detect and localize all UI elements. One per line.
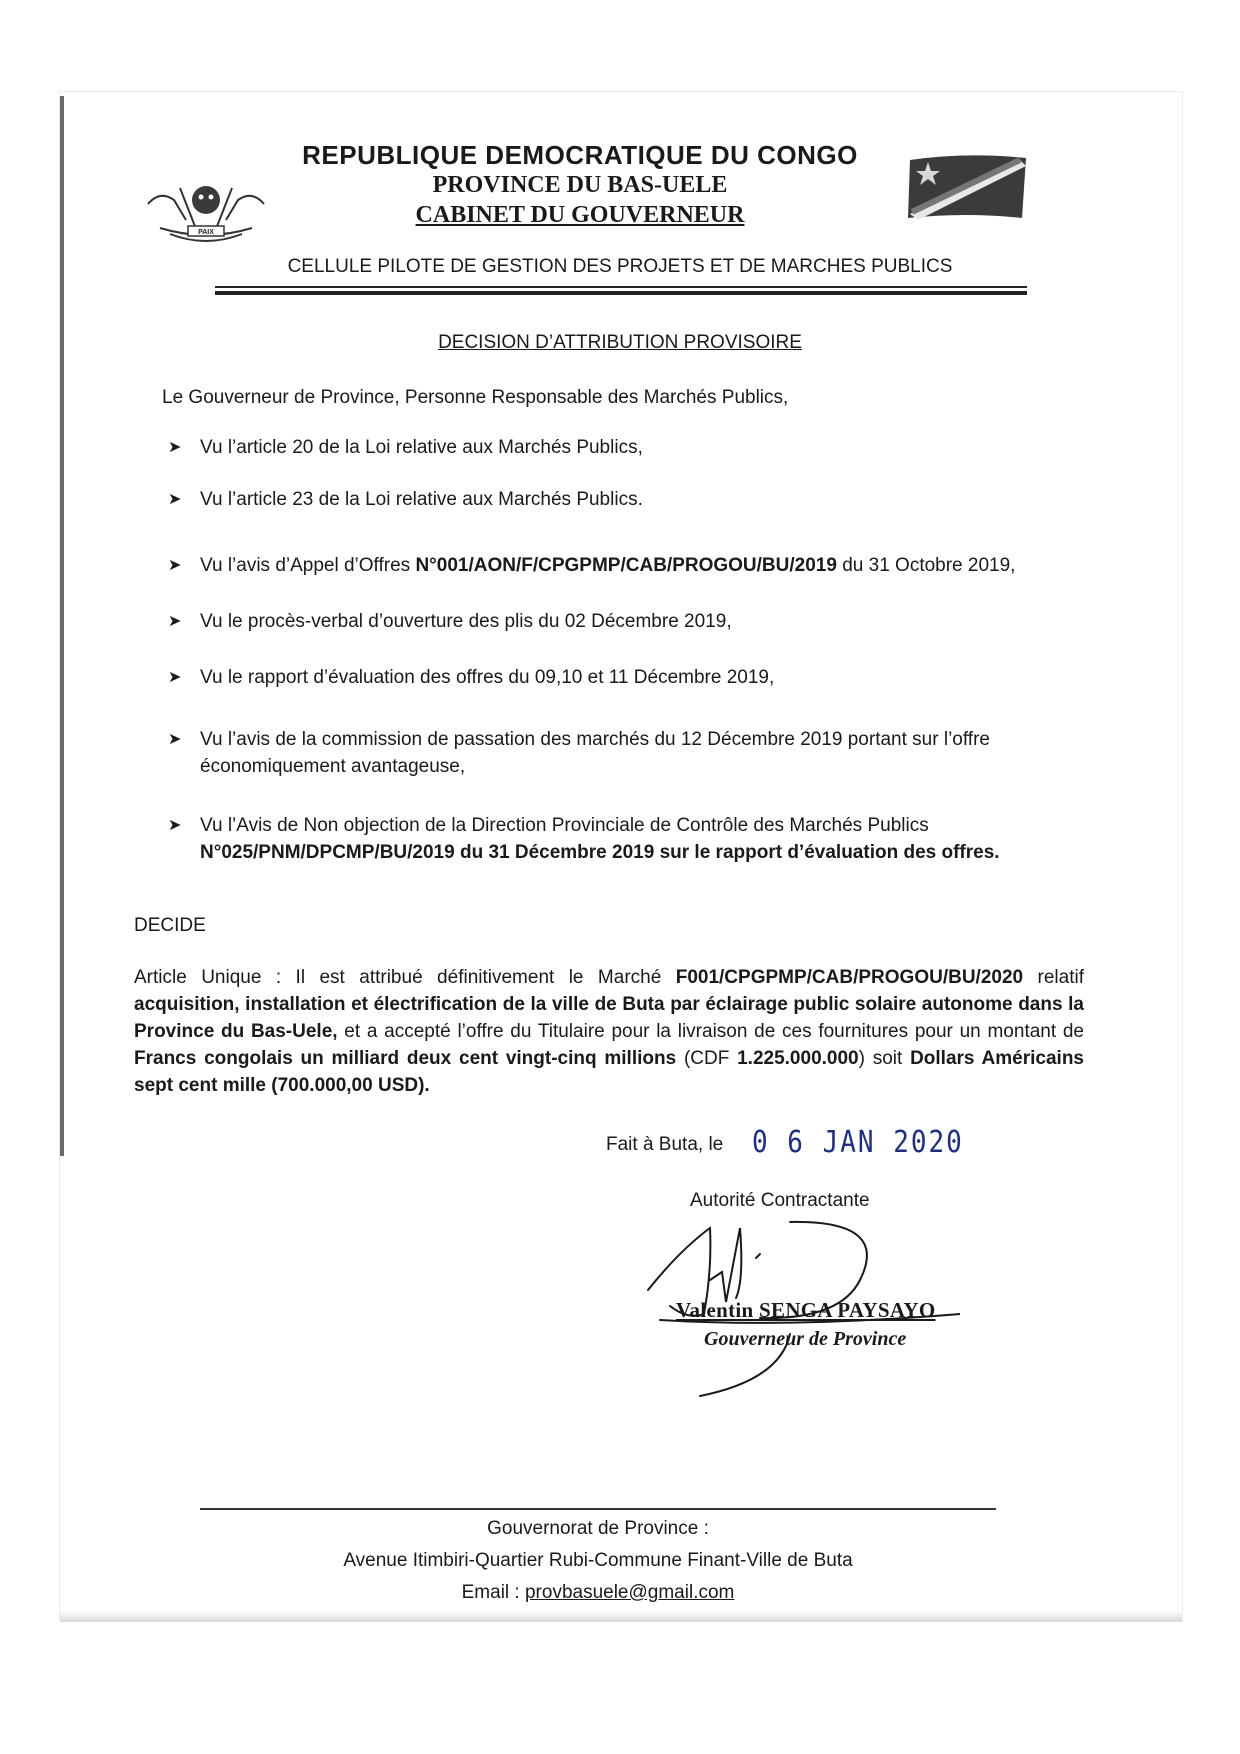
article-text: (CDF (676, 1048, 738, 1069)
bullet-text: Vu le procès-verbal d’ouverture des plis du 02 Décembre 2019, (200, 611, 732, 632)
date-stamp: 0 6 JAN 2020 (752, 1125, 964, 1161)
arrow-bullet-icon: ➤ (168, 557, 182, 574)
article-text: et a accepté l’offre du Titulaire pour la livraison de ces fournitures pour un montant de (337, 1021, 1085, 1042)
arrow-bullet-icon: ➤ (168, 669, 182, 686)
bullet-text (200, 552, 1090, 579)
header-cellule: CELLULE PILOTE DE GESTION DES PROJETS ET DE MARCHES PUBLICS (287, 256, 953, 277)
scan-edge-left (60, 96, 64, 1156)
arrow-bullet-icon: ➤ (168, 731, 182, 748)
header-province: PROVINCE DU BAS-UELE (432, 172, 728, 198)
bullet-text-line2: économiquement avantageuse, (200, 756, 466, 777)
amount-usd: Dollars Américains sept cent mille (700.000,00 USD). (134, 1048, 1085, 1096)
footer-address: Avenue Itimbiri-Quartier Rubi-Commune Finant-Ville de Buta (343, 1550, 853, 1571)
intro-paragraph: Le Gouverneur de Province, Personne Responsable des Marchés Publics, (162, 387, 789, 408)
market-object: acquisition, installation et électrification de la ville de Buta par éclairage public solaire autonome dans la Province du Bas-Uele, (134, 994, 1084, 1042)
document-title (230, 332, 1010, 354)
signatory-name: Valentin SENGA PAYSAYO (676, 1298, 936, 1322)
tender-reference: N°001/AON/F/CPGPMP/CAB/PROGOU/BU/2019 (415, 555, 837, 576)
footer-email-label: Email : (461, 1582, 525, 1603)
place-label: Fait à Buta, le (606, 1134, 724, 1155)
arrow-bullet-icon: ➤ (168, 491, 182, 508)
coat-of-arms-emblem (140, 176, 272, 250)
arrow-bullet-icon: ➤ (168, 613, 182, 630)
article-unique (134, 964, 1084, 1099)
bullet-text (200, 812, 1090, 866)
market-reference: F001/CPGPMP/CAB/PROGOU/BU/2020 (675, 967, 1024, 988)
non-objection-reference: N°025/PNM/DPCMP/BU/2019 (200, 842, 455, 863)
bullet-text: Vu l’article 23 de la Loi relative aux Marchés Publics. (200, 489, 643, 510)
amount-cdf: 1.225.000.000 (737, 1048, 859, 1069)
congo-flag-icon (906, 152, 1030, 222)
document-title-text: DECISION D’ATTRIBUTION PROVISOIRE (438, 332, 802, 353)
emblem-motto: PAIX (198, 229, 214, 236)
footer-divider (200, 1508, 996, 1510)
article-text: Article Unique : Il est attribué définitivement le Marché (134, 967, 676, 988)
decide-heading: DECIDE (134, 915, 206, 936)
arrow-bullet-icon: ➤ (168, 817, 182, 834)
authority-label: Autorité Contractante (690, 1190, 870, 1211)
signatory-title: Gouverneur de Province (704, 1328, 907, 1350)
bullet-text-line1: Vu l’Avis de Non objection de la Direction Provinciale de Contrôle des Marchés Publics (200, 815, 929, 836)
bullet-text (200, 726, 1090, 780)
header-divider-thin (215, 286, 1027, 288)
article-text: relatif (1023, 967, 1084, 988)
bullet-text-post: du 31 Octobre 2019, (836, 555, 1016, 576)
bullet-text-line1: Vu l’avis de la commission de passation des marchés du 12 Décembre 2019 portant sur l’offre (200, 729, 990, 750)
header-divider-thick (215, 291, 1027, 295)
header-country: REPUBLIQUE DEMOCRATIQUE DU CONGO (302, 140, 858, 170)
bullet-text: Vu l’article 20 de la Loi relative aux Marchés Publics, (200, 437, 643, 458)
bullet-text-post: du 31 Décembre 2019 sur le rapport d’évaluation des offres. (454, 842, 1000, 863)
header-cabinet-text: CABINET DU GOUVERNEUR (415, 202, 745, 228)
footer-line-1: Gouvernorat de Province : (487, 1518, 709, 1539)
bullet-text-pre: Vu l’avis d’Appel d’Offres (200, 555, 416, 576)
footer-email-line (200, 1582, 996, 1604)
header-cabinet (260, 202, 900, 229)
scan-edge-bottom (60, 1610, 1182, 1622)
arrow-bullet-icon: ➤ (168, 439, 182, 456)
article-text: ) soit (858, 1048, 911, 1069)
amount-in-words-cdf: Francs congolais un milliard deux cent vingt-cinq millions (134, 1048, 677, 1069)
bullet-text: Vu le rapport d’évaluation des offres du 09,10 et 11 Décembre 2019, (200, 667, 775, 688)
footer-email-link[interactable]: provbasuele@gmail.com (524, 1582, 735, 1603)
